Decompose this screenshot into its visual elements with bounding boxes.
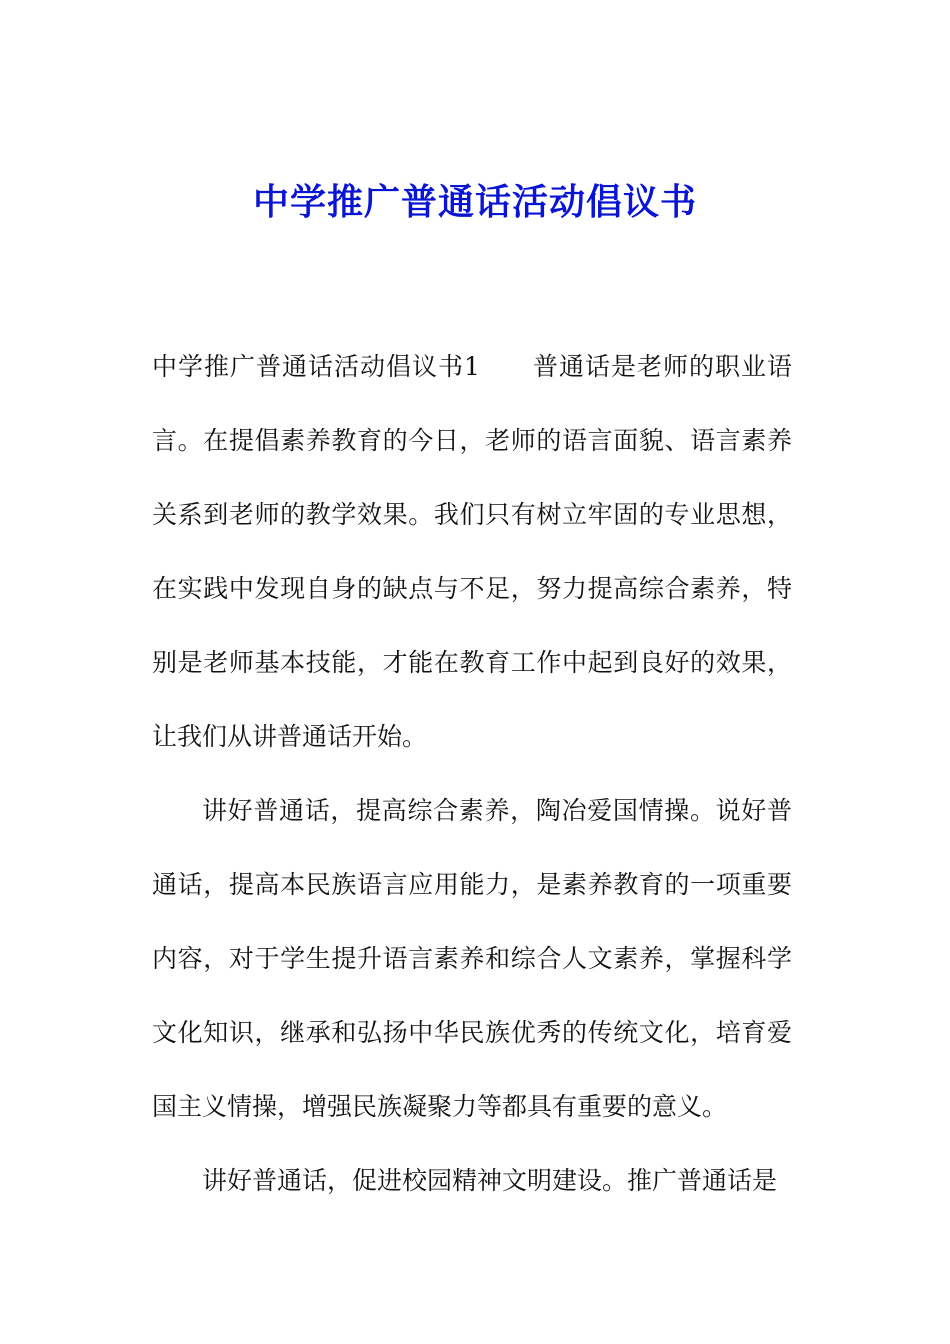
paragraph-1-text: 普通话是老师的职业语言。在提倡素养教育的今日，老师的语言面貌、语言素养关系到老师的教学效果。我们只有树立牢固的专业思想，在实践中发现自身的缺点与不足，努力提高综合素养，特别是老师基本技能，才能在教育工作中起到良好的效果，让我们从讲普通话开始。	[152, 352, 792, 751]
document-body	[152, 330, 792, 1218]
paragraph-3: 讲好普通话，促进校园精神文明建设。推广普通话是	[202, 1166, 778, 1195]
section-heading: 中学推广普通话活动倡议书1	[152, 352, 480, 381]
paragraph-2: 讲好普通话，提高综合素养，陶冶爱国情操。说好普通话，提高本民族语言应用能力，是素养教育的一项重要内容，对于学生提升语言素养和综合人文素养，掌握科学文化知识，继承和弘扬中华民族优秀的传统文化，培育爱国主义情操，增强民族凝聚力等都具有重要的意义。	[152, 796, 792, 1121]
document-title: 中学推广普通话活动倡议书	[252, 181, 697, 223]
paragraph-1	[152, 330, 792, 774]
